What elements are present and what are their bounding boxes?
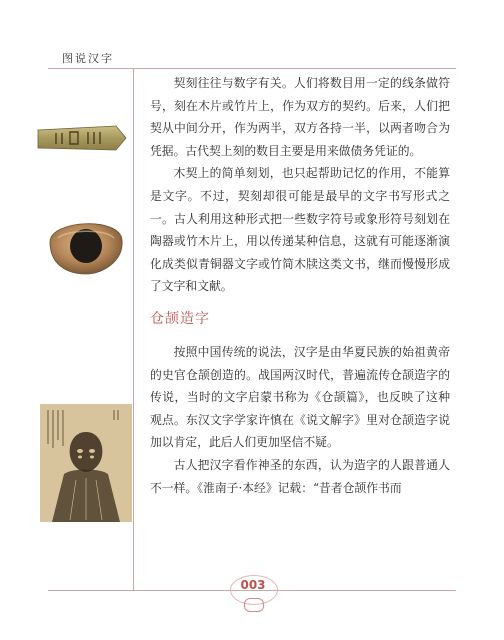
wooden-tally-image xyxy=(36,120,128,156)
running-header: 图说汉字 xyxy=(62,52,114,65)
header-rule xyxy=(48,68,456,69)
jade-ring-image xyxy=(44,208,126,278)
paragraph: 木契上的简单刻划，也只起帮助记忆的作用，不能算是文字。不过，契刻却很可能是最早的文字书写形式之一。古人利用这种形式把一些数字符号或象形符号刻划在陶器或竹木片上，用以传递某种信息，这就有可能逐渐演化成类似青铜器文字或竹简木牍这类文书，继而慢慢形成了文字和文献。 xyxy=(150,166,450,294)
cangjie-portrait-image xyxy=(40,404,132,522)
paragraph: 契刻往往与数字有关。人们将数目用一定的线条做符号，刻在木片或竹片上，作为双方的契约。后来，人们把契从中间分开，作为两半，双方各持一半，以两者吻合为凭据。古代契上刻的数目主要是用来做债务凭证的。 xyxy=(150,76,450,158)
section-heading: 仓颉造字 xyxy=(150,310,210,327)
body-text xyxy=(150,72,450,499)
page-number: 003 xyxy=(236,578,270,600)
seal-ornament-icon xyxy=(244,598,264,612)
paragraph: 按照中国传统的说法，汉字是由华夏民族的始祖黄帝的史官仓颉创造的。战国两汉时代，普遍流传仓颉造字的传说，当时的文字启蒙书称为《仓颉篇》，也反映了这种观点。东汉文字学家许慎在《说文解字》里对仓颉造字说加以肯定，此后人们更加坚信不疑。 xyxy=(150,344,450,450)
paragraph: 古人把汉字看作神圣的东西，认为造字的人跟普通人不一样。《淮南子·本经》记载：“昔者仓颉作书而 xyxy=(150,457,450,495)
margin-rule xyxy=(133,68,134,590)
